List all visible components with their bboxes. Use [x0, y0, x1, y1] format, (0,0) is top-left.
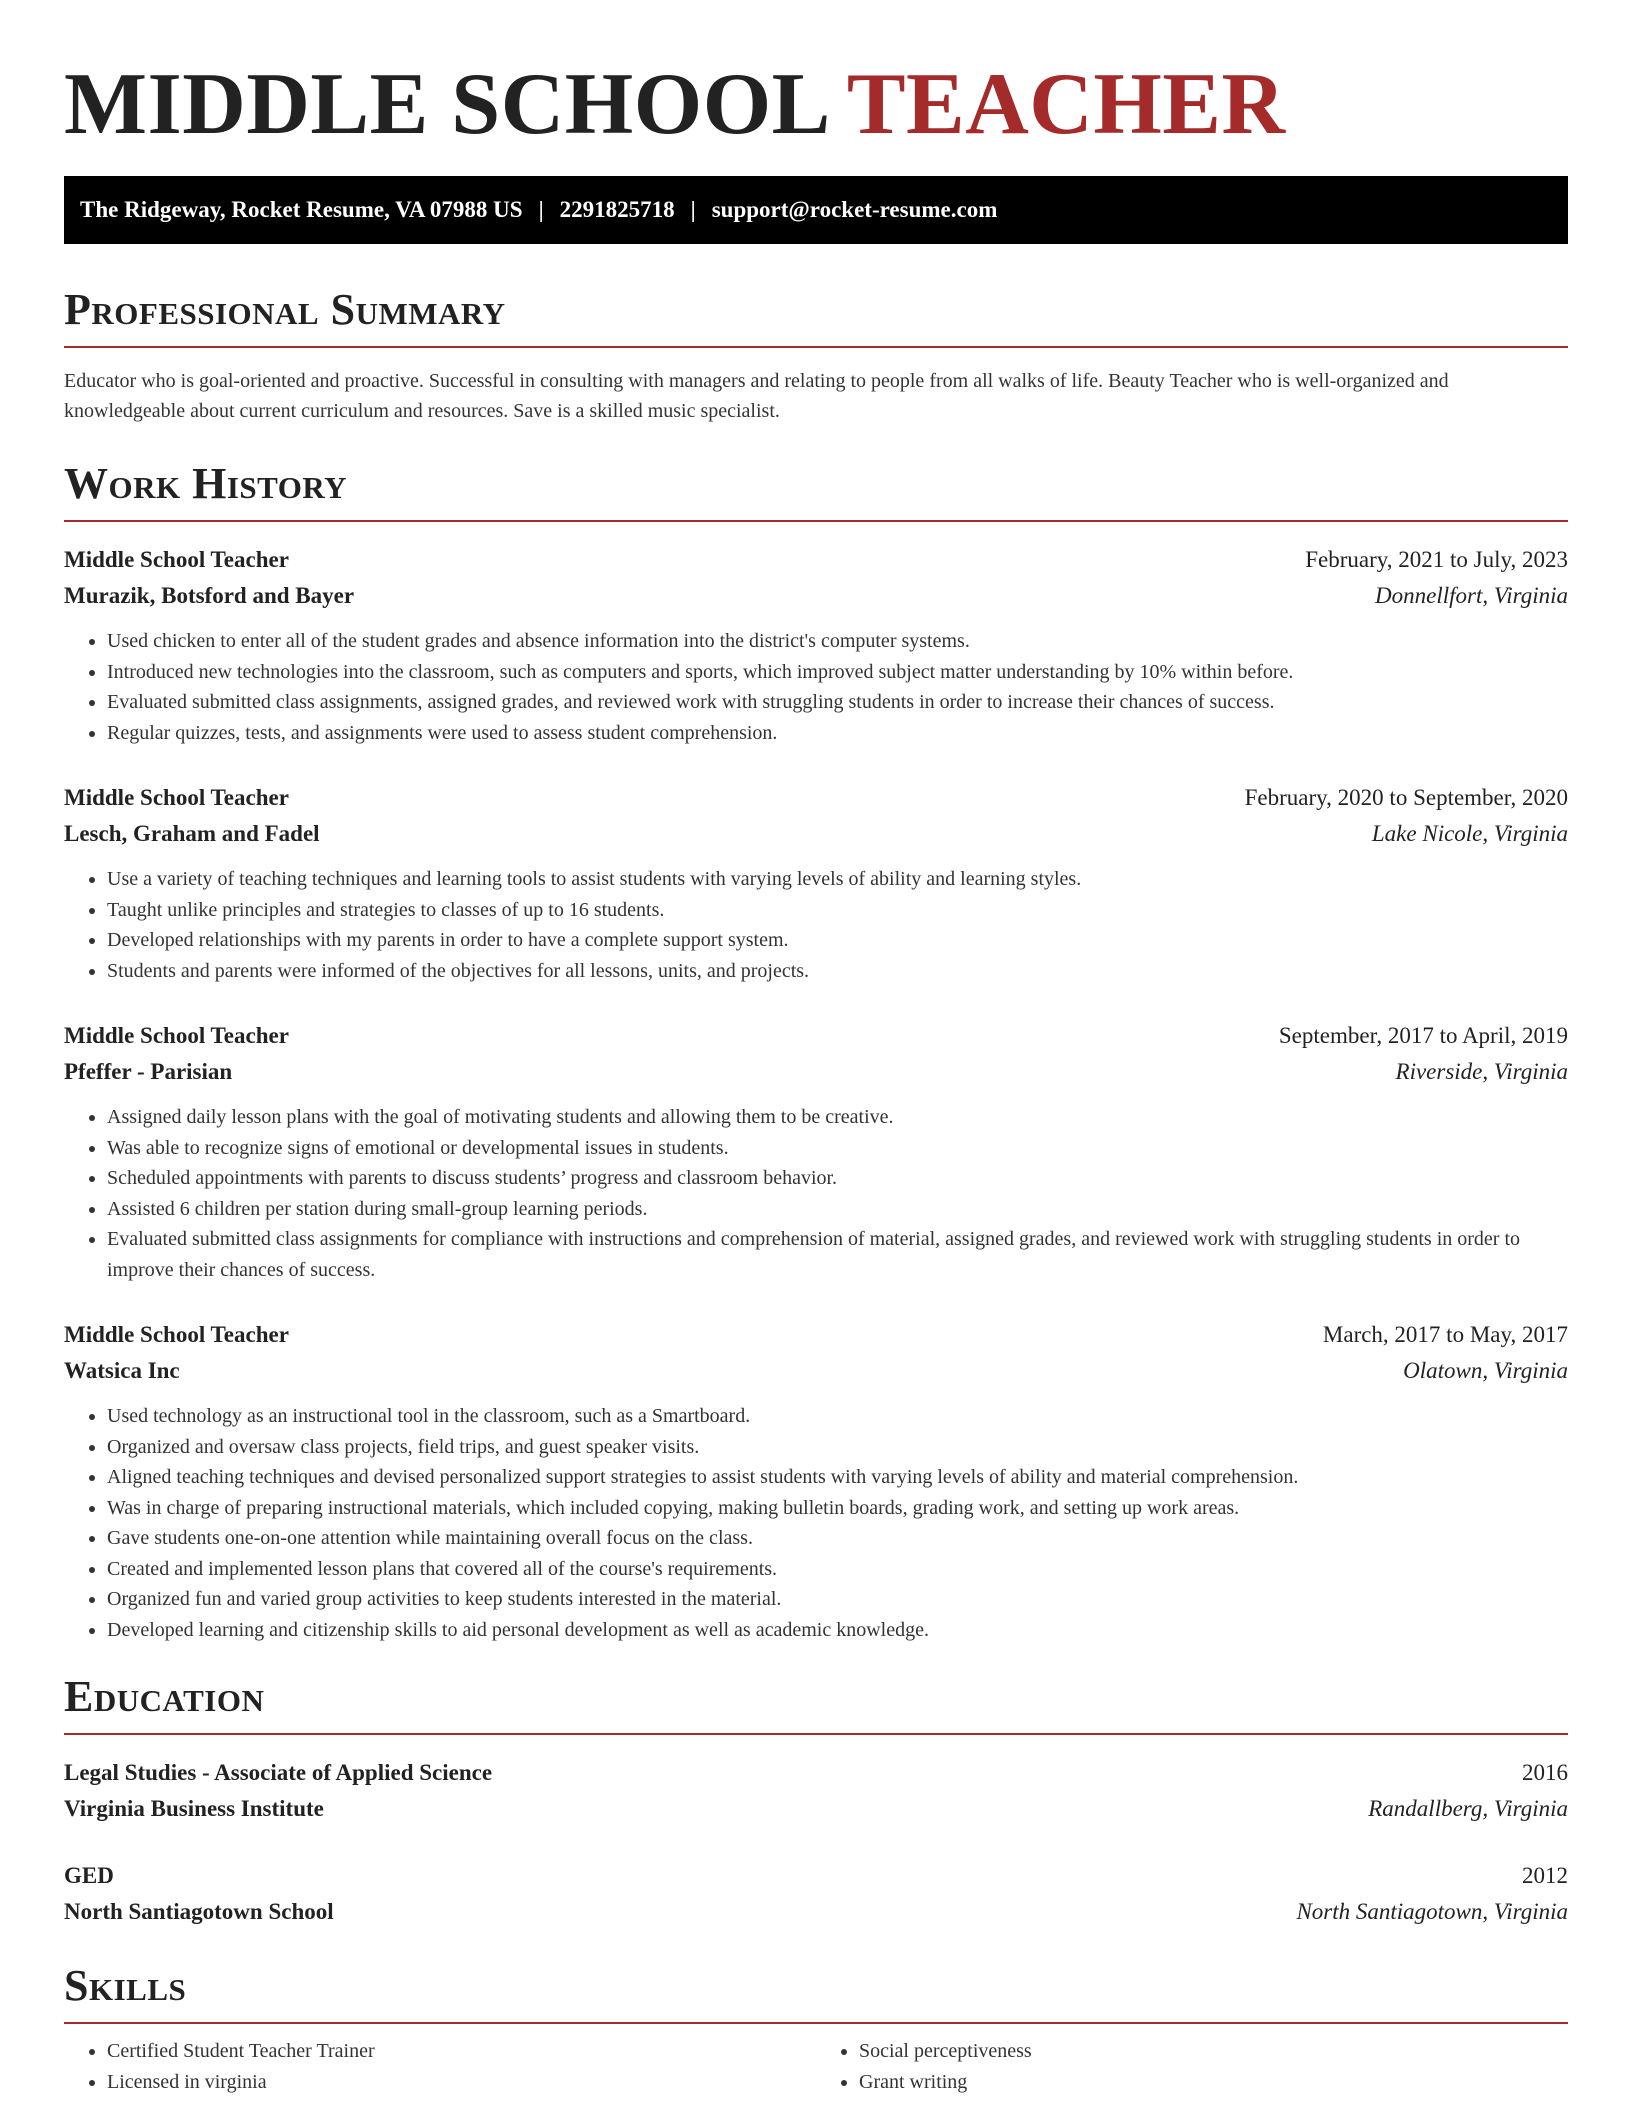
skill-item: • Certified Student Teacher Trainer [107, 2036, 816, 2067]
job-location: Olatown, Virginia [1403, 1358, 1568, 1383]
job-entry [64, 542, 1568, 748]
skills-column-right [816, 2036, 1568, 2097]
job-bullet: • Organized fun and varied group activities to keep students interested in the material. [107, 1584, 1568, 1615]
skills-section [64, 1962, 1568, 2097]
job-bullet: • Developed learning and citizenship skills to aid personal development as well as academic knowledge. [107, 1615, 1568, 1646]
job-title: Middle School Teacher [64, 1023, 289, 1048]
job-company: Lesch, Graham and Fadel [64, 821, 320, 846]
summary-section [64, 286, 1568, 426]
job-bullet: • Regular quizzes, tests, and assignments were used to assess student comprehension. [107, 718, 1568, 749]
skill-item: • Licensed in virginia [107, 2067, 816, 2098]
job-bullet: • Students and parents were informed of the objectives for all lessons, units, and projects. [107, 956, 1568, 987]
job-dates: February, 2020 to September, 2020 [1244, 785, 1568, 810]
section-divider [64, 1733, 1568, 1735]
education-entry [64, 1858, 1568, 1930]
skills-grid [64, 2036, 1568, 2097]
job-dates: September, 2017 to April, 2019 [1278, 1023, 1568, 1048]
education-entry [64, 1755, 1568, 1827]
title-job-accent: TEACHER [846, 56, 1286, 153]
job-company: Watsica Inc [64, 1358, 180, 1383]
job-bullet: • Assigned daily lesson plans with the goal of motivating students and allowing them to be creative. [107, 1102, 1568, 1133]
education-location: North Santiagotown, Virginia [1296, 1899, 1568, 1924]
education-school: Virginia Business Institute [64, 1796, 324, 1821]
job-entry [64, 780, 1568, 986]
job-bullets [64, 626, 1568, 748]
contact-separator: | [538, 197, 544, 222]
skills-heading: Skills [64, 1961, 187, 2010]
job-dates: February, 2021 to July, 2023 [1305, 547, 1568, 572]
job-title: Middle School Teacher [64, 1322, 289, 1347]
job-bullet: • Developed relationships with my parents in order to have a complete support system. [107, 925, 1568, 956]
education-year: 2016 [1522, 1760, 1568, 1785]
job-bullet: • Evaluated submitted class assignments for compliance with instructions and comprehension of material, assigned grades, and reviewed work with struggling students in order to improve their chances of success. [107, 1224, 1568, 1285]
job-company: Pfeffer - Parisian [64, 1059, 233, 1084]
education-degree: GED [64, 1863, 114, 1888]
job-location: Donnellfort, Virginia [1375, 583, 1568, 608]
job-bullets [64, 1401, 1568, 1645]
job-entry [64, 1317, 1568, 1645]
contact-email: support@rocket-resume.com [711, 197, 998, 222]
contact-bar [64, 176, 1568, 244]
section-divider [64, 520, 1568, 522]
job-bullet: • Gave students one-on-one attention while maintaining overall focus on the class. [107, 1523, 1568, 1554]
contact-separator: | [690, 197, 696, 222]
section-divider [64, 2022, 1568, 2024]
contact-phone: 2291825718 [559, 197, 675, 222]
job-dates: March, 2017 to May, 2017 [1322, 1322, 1568, 1347]
job-bullets [64, 1102, 1568, 1285]
title-job-name: MIDDLE SCHOOL [64, 56, 831, 153]
resume-title [64, 0, 1568, 156]
job-entry [64, 1018, 1568, 1285]
job-bullet: • Was in charge of preparing instructional materials, which included copying, making bulletin boards, grading work, and setting up work areas. [107, 1493, 1568, 1524]
job-bullet: • Scheduled appointments with parents to discuss students’ progress and classroom behavior. [107, 1163, 1568, 1194]
job-location: Lake Nicole, Virginia [1371, 821, 1568, 846]
job-bullet: • Was able to recognize signs of emotional or developmental issues in students. [107, 1133, 1568, 1164]
job-bullet: • Introduced new technologies into the classroom, such as computers and sports, which improved subject matter understanding by 10% within before. [107, 657, 1568, 688]
education-school: North Santiagotown School [64, 1899, 334, 1924]
section-divider [64, 346, 1568, 348]
job-bullet: • Aligned teaching techniques and devised personalized support strategies to assist students with varying levels of ability and material comprehension. [107, 1462, 1568, 1493]
skills-column-left [64, 2036, 816, 2097]
summary-heading: Professional Summary [64, 285, 506, 334]
job-bullet: • Use a variety of teaching techniques and learning tools to assist students with varying levels of ability and learning styles. [107, 864, 1568, 895]
work-history-section [64, 460, 1568, 1645]
job-bullet: • Used chicken to enter all of the student grades and absence information into the district's computer systems. [107, 626, 1568, 657]
job-company: Murazik, Botsford and Bayer [64, 583, 355, 608]
education-section [64, 1673, 1568, 1930]
skill-item: • Grant writing [859, 2067, 1568, 2098]
job-bullet: • Created and implemented lesson plans that covered all of the course's requirements. [107, 1554, 1568, 1585]
job-bullet: • Taught unlike principles and strategies to classes of up to 16 students. [107, 895, 1568, 926]
skill-item: • Social perceptiveness [859, 2036, 1568, 2067]
job-bullet: • Used technology as an instructional tool in the classroom, such as a Smartboard. [107, 1401, 1568, 1432]
job-location: Riverside, Virginia [1395, 1059, 1568, 1084]
education-location: Randallberg, Virginia [1368, 1796, 1568, 1821]
job-bullet: • Evaluated submitted class assignments, assigned grades, and reviewed work with struggling students in order to increase their chances of success. [107, 687, 1568, 718]
job-bullet: • Organized and oversaw class projects, field trips, and guest speaker visits. [107, 1432, 1568, 1463]
job-title: Middle School Teacher [64, 547, 289, 572]
job-bullets [64, 864, 1568, 986]
education-year: 2012 [1522, 1863, 1568, 1888]
job-title: Middle School Teacher [64, 785, 289, 810]
work-history-heading: Work History [64, 459, 348, 508]
summary-text: Educator who is goal-oriented and proactive. Successful in consulting with managers and relating to people from all walks of life. Beauty Teacher who is well-organized and knowledgeable about current curriculum and resources. Save is a skilled music specialist. [64, 370, 1449, 422]
education-degree: Legal Studies - Associate of Applied Science [64, 1760, 493, 1785]
job-bullet: • Assisted 6 children per station during small-group learning periods. [107, 1194, 1568, 1225]
contact-address: The Ridgeway, Rocket Resume, VA 07988 US [80, 197, 523, 222]
education-heading: Education [64, 1672, 265, 1721]
